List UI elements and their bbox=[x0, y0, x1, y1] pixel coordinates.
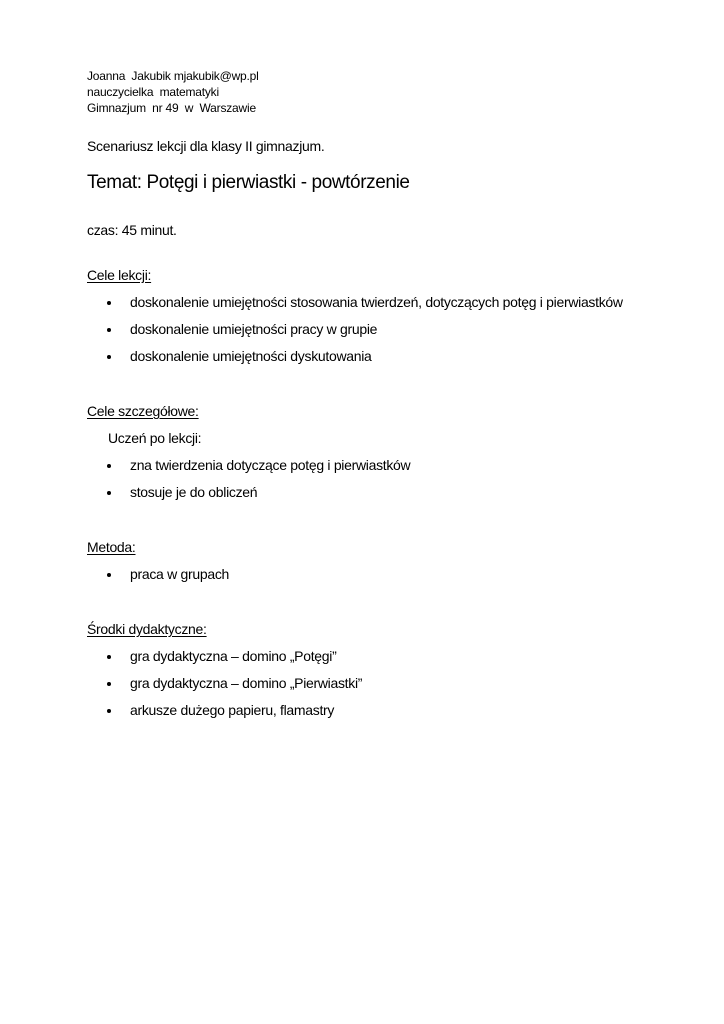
section-heading: Cele szczegółowe: bbox=[87, 403, 199, 419]
list-item: stosuje je do obliczeń bbox=[87, 482, 410, 509]
section-heading: Środki dydaktyczne: bbox=[87, 621, 207, 637]
author-role: nauczycielka matematyki bbox=[87, 85, 219, 99]
bullet-icon bbox=[107, 355, 111, 359]
bullet-icon bbox=[107, 709, 111, 713]
bullet-icon bbox=[107, 573, 111, 577]
list-item: gra dydaktyczna – domino „Potęgi” bbox=[87, 646, 362, 673]
resources-list bbox=[87, 646, 362, 727]
bullet-icon bbox=[107, 464, 111, 468]
list-item: zna twierdzenia dotyczące potęg i pierwiastków bbox=[87, 455, 410, 482]
author-school: Gimnazjum nr 49 w Warszawie bbox=[87, 101, 256, 115]
list-item: gra dydaktyczna – domino „Pierwiastki” bbox=[87, 673, 362, 700]
list-item: arkusze dużego papieru, flamastry bbox=[87, 700, 362, 727]
section-heading: Metoda: bbox=[87, 539, 136, 555]
detailed-goals-list bbox=[87, 455, 410, 509]
section-method bbox=[87, 537, 229, 591]
section-intro: Uczeń po lekcji: bbox=[108, 430, 202, 446]
lesson-duration: czas: 45 minut. bbox=[87, 222, 177, 238]
author-info bbox=[87, 68, 259, 116]
bullet-icon bbox=[107, 682, 111, 686]
lesson-title: Temat: Potęgi i pierwiastki - powtórzenie bbox=[87, 172, 410, 193]
list-item: doskonalenie umiejętności pracy w grupie bbox=[87, 319, 623, 346]
bullet-icon bbox=[107, 301, 111, 305]
section-detailed-goals bbox=[87, 401, 410, 509]
list-item: praca w grupach bbox=[87, 564, 229, 591]
bullet-icon bbox=[107, 491, 111, 495]
method-list bbox=[87, 564, 229, 591]
section-resources bbox=[87, 619, 362, 727]
scenario-line: Scenariusz lekcji dla klasy II gimnazjum. bbox=[87, 138, 325, 154]
goals-list bbox=[87, 292, 623, 373]
section-heading: Cele lekcji: bbox=[87, 267, 152, 283]
bullet-icon bbox=[107, 328, 111, 332]
list-item: doskonalenie umiejętności dyskutowania bbox=[87, 346, 623, 373]
author-name-email: Joanna Jakubik mjakubik@wp.pl bbox=[87, 69, 259, 83]
list-item: doskonalenie umiejętności stosowania twierdzeń, dotyczących potęg i pierwiastków bbox=[87, 292, 623, 319]
section-goals bbox=[87, 265, 623, 373]
bullet-icon bbox=[107, 655, 111, 659]
